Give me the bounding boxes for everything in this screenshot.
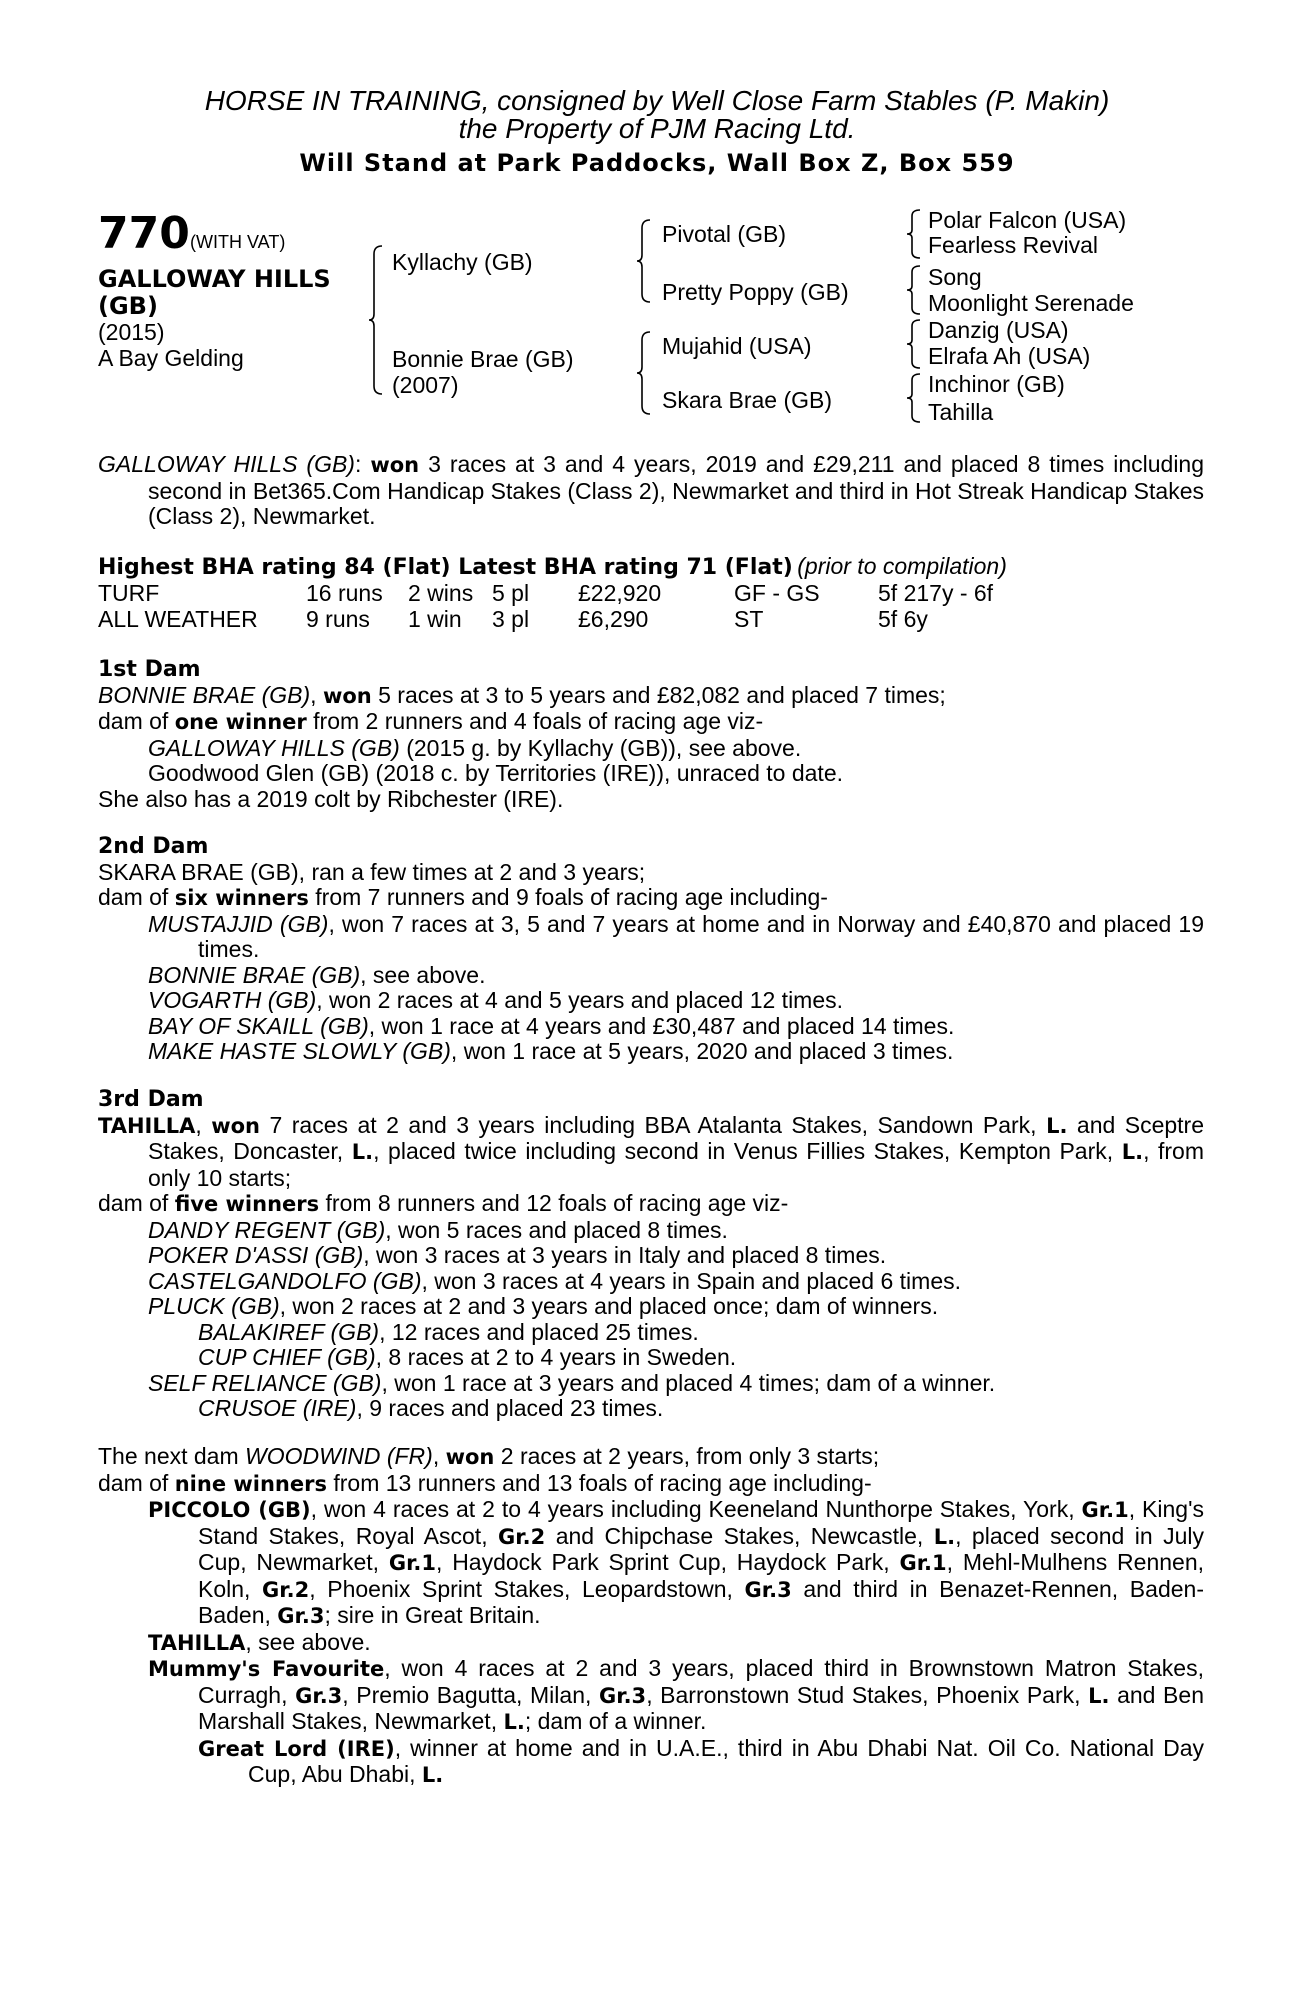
header-line-2: the Property of PJM Racing Ltd. — [458, 113, 856, 144]
pedigree-dam: Bonnie Brae (GB) — [392, 346, 574, 372]
pedigree-g4: Moonlight Serenade — [928, 290, 1134, 316]
bha-ratings: Highest BHA rating 84 (Flat) Latest BHA rating 71 (Flat) — [98, 555, 793, 580]
pedigree-g7: Inchinor (GB) — [928, 371, 1065, 397]
pedigree-g5: Danzig (USA) — [928, 317, 1069, 343]
first-dam-section: 1st Dam BONNIE BRAE (GB), won 5 races at 3 to 5 years and £82,082 and placed 7 times; dam of one winner from 2 runners and 4 foals of racing age viz- GALLOWAY HILLS (GB) (2015 g. by Kyllachy (GB)), see above. Goodwood Glen (GB) (2018 c. by Territories (IRE)), unraced to date. She also has a 2019 colt by Ribchester (IRE). — [98, 657, 1204, 812]
lot-number: 770 — [98, 208, 190, 259]
next-dam-section: The next dam WOODWIND (FR), won 2 races at 2 years, from only 3 starts; dam of nine winners from 13 runners and 13 foals of racing age including- PICCOLO (GB), won 4 races at 2 to 4 years including Keeneland Nunthorpe Stakes, York, Gr.1, King's Stand Stakes, Royal Ascot, Gr.2 and Chipchase Stakes, Newcastle, L., placed second in July Cup, Newmarket, Gr.1, Haydock Park Sprint Cup, Haydock Park, Gr.1, Mehl-Mulhens Rennen, Koln, Gr.2, Phoenix Sprint Stakes, Leopardstown, Gr.3 and third in Benazet-Rennen, Baden-Baden, Gr.3; sire in Great Britain. TAHILLA, see above. Mummy's Favourite, won 4 races at 2 and 3 years, placed third in Brownstown Matron Stakes, Curragh, Gr.3, Premio Bagutta, Milan, Gr.3, Barronstown Stud Stakes, Phoenix Park, L. and Ben Marshall Stakes, Newmarket, L.; dam of a winner. Great Lord (IRE), winner at home and in U.A.E., third in Abu Dhabi Nat. Oil Co. National Day Cup, Abu Dhabi, L. — [98, 1443, 1204, 1787]
pedigree-g8: Tahilla — [928, 399, 994, 425]
bracket-dam-parents — [636, 330, 652, 416]
pedigree-dam-dam: Skara Brae (GB) — [662, 387, 832, 413]
pedigree-g3: Song — [928, 264, 982, 290]
pedigree-g6: Elrafa Ah (USA) — [928, 343, 1091, 369]
horse-description: A Bay Gelding — [98, 345, 244, 371]
summary-won: won — [370, 453, 420, 477]
third-dam-section: 3rd Dam TAHILLA, won 7 races at 2 and 3 years including BBA Atalanta Stakes, Sandown Park, L. and Sceptre Stakes, Doncaster, L., placed twice including second in Venus Fillies Stakes, Kempton Park, L., from only 10 starts; dam of five winners from 8 runners and 12 foals of racing age viz- DANDY REGENT (GB), won 5 races and placed 8 times. POKER D'ASSI (GB), won 3 races at 3 years in Italy and placed 8 times. CASTELGANDOLFO (GB), won 3 races at 4 years in Spain and placed 6 times. PLUCK (GB), won 2 races at 2 and 3 years and placed once; dam of winners. BALAKIREF (GB), 12 races and placed 25 times. CUP CHIEF (GB), 8 races at 2 to 4 years in Sweden. SELF RELIANCE (GB), won 1 race at 3 years and placed 4 times; dam of a winner. CRUSOE (IRE), 9 races and placed 23 times. — [98, 1087, 1205, 1421]
pedigree-sire-dam: Pretty Poppy (GB) — [662, 279, 849, 305]
race-summary: GALLOWAY HILLS (GB): won 3 races at 3 and 4 years, 2019 and £29,211 and placed 8 times including second in Bet365.Com Handicap Stakes (Class 2), Newmarket and third in Hot Streak Handicap Stakes (Class 2), Newmarket. — [98, 451, 1205, 529]
header-line-1: HORSE IN TRAINING, consigned by Well Close Farm Stables (P. Makin) — [204, 85, 1110, 116]
pedigree-g2: Fearless Revival — [928, 232, 1098, 258]
summary-horse-name: GALLOWAY HILLS (GB) — [98, 451, 355, 477]
horse-year: (2015) — [98, 319, 165, 345]
pedigree-dam-year: (2007) — [392, 372, 459, 398]
bracket-g4 — [906, 372, 922, 424]
horse-country: (GB) — [98, 292, 158, 320]
bracket-g1 — [906, 208, 922, 260]
great-lord-entry: Great Lord (IRE), winner at home and in U.A.E., third in Abu Dhabi Nat. Oil Co. National Day Cup, Abu Dhabi, L. — [198, 1734, 1204, 1787]
piccolo-entry: PICCOLO (GB), won 4 races at 2 to 4 years including Keeneland Nunthorpe Stakes, York, Gr.1, King's Stand Stakes, Royal Ascot, Gr.2 and Chipchase Stakes, Newcastle, L., placed second in July Cup, Newmarket, Gr.1, Haydock Park Sprint Cup, Haydock Park, Gr.1, Mehl-Mulhens Rennen, Koln, Gr.2, Phoenix Sprint Stakes, Leopardstown, Gr.3 and third in Benazet-Rennen, Baden-Baden, Gr.3; sire in Great Britain. — [148, 1496, 1204, 1628]
second-dam-heading: 2nd Dam — [98, 834, 209, 859]
bracket-g2 — [906, 264, 922, 316]
bracket-sire-parents — [636, 218, 652, 304]
pedigree-g1: Polar Falcon (USA) — [928, 207, 1127, 233]
bracket-g3 — [906, 318, 922, 370]
first-dam-heading: 1st Dam — [98, 657, 201, 682]
second-dam-section: 2nd Dam SKARA BRAE (GB), ran a few times at 2 and 3 years; dam of six winners from 7 runners and 9 foals of racing age including- MUSTAJJID (GB), won 7 races at 3, 5 and 7 years at home and in Norway and £40,870 and placed 19 times. BONNIE BRAE (GB), see above. VOGARTH (GB), won 2 races at 4 and 5 years and placed 12 times. BAY OF SKAILL (GB), won 1 race at 4 years and £30,487 and placed 14 times. MAKE HASTE SLOWLY (GB), won 1 race at 5 years, 2020 and placed 3 times. — [98, 834, 1205, 1064]
mummys-favourite-entry: Mummy's Favourite, won 4 races at 2 and 3 years, placed third in Brownstown Matron Stakes, Curragh, Gr.3, Premio Bagutta, Milan, Gr.3, Barronstown Stud Stakes, Phoenix Park, L. and Ben Marshall Stakes, Newmarket, L.; dam of a winner. — [148, 1655, 1204, 1734]
pedigree-sire: Kyllachy (GB) — [392, 249, 533, 275]
pedigree-sire-sire: Pivotal (GB) — [662, 221, 786, 247]
bracket-sire-dam — [368, 244, 384, 396]
horse-name: GALLOWAY HILLS — [98, 265, 331, 293]
third-dam-heading: 3rd Dam — [98, 1087, 204, 1112]
lot-vat: (WITH VAT) — [190, 232, 286, 252]
ratings-note: (prior to compilation) — [797, 553, 1007, 579]
header-line-3: Will Stand at Park Paddocks, Wall Box Z, Box 559 — [299, 149, 1015, 177]
pedigree-dam-sire: Mujahid (USA) — [662, 333, 812, 359]
